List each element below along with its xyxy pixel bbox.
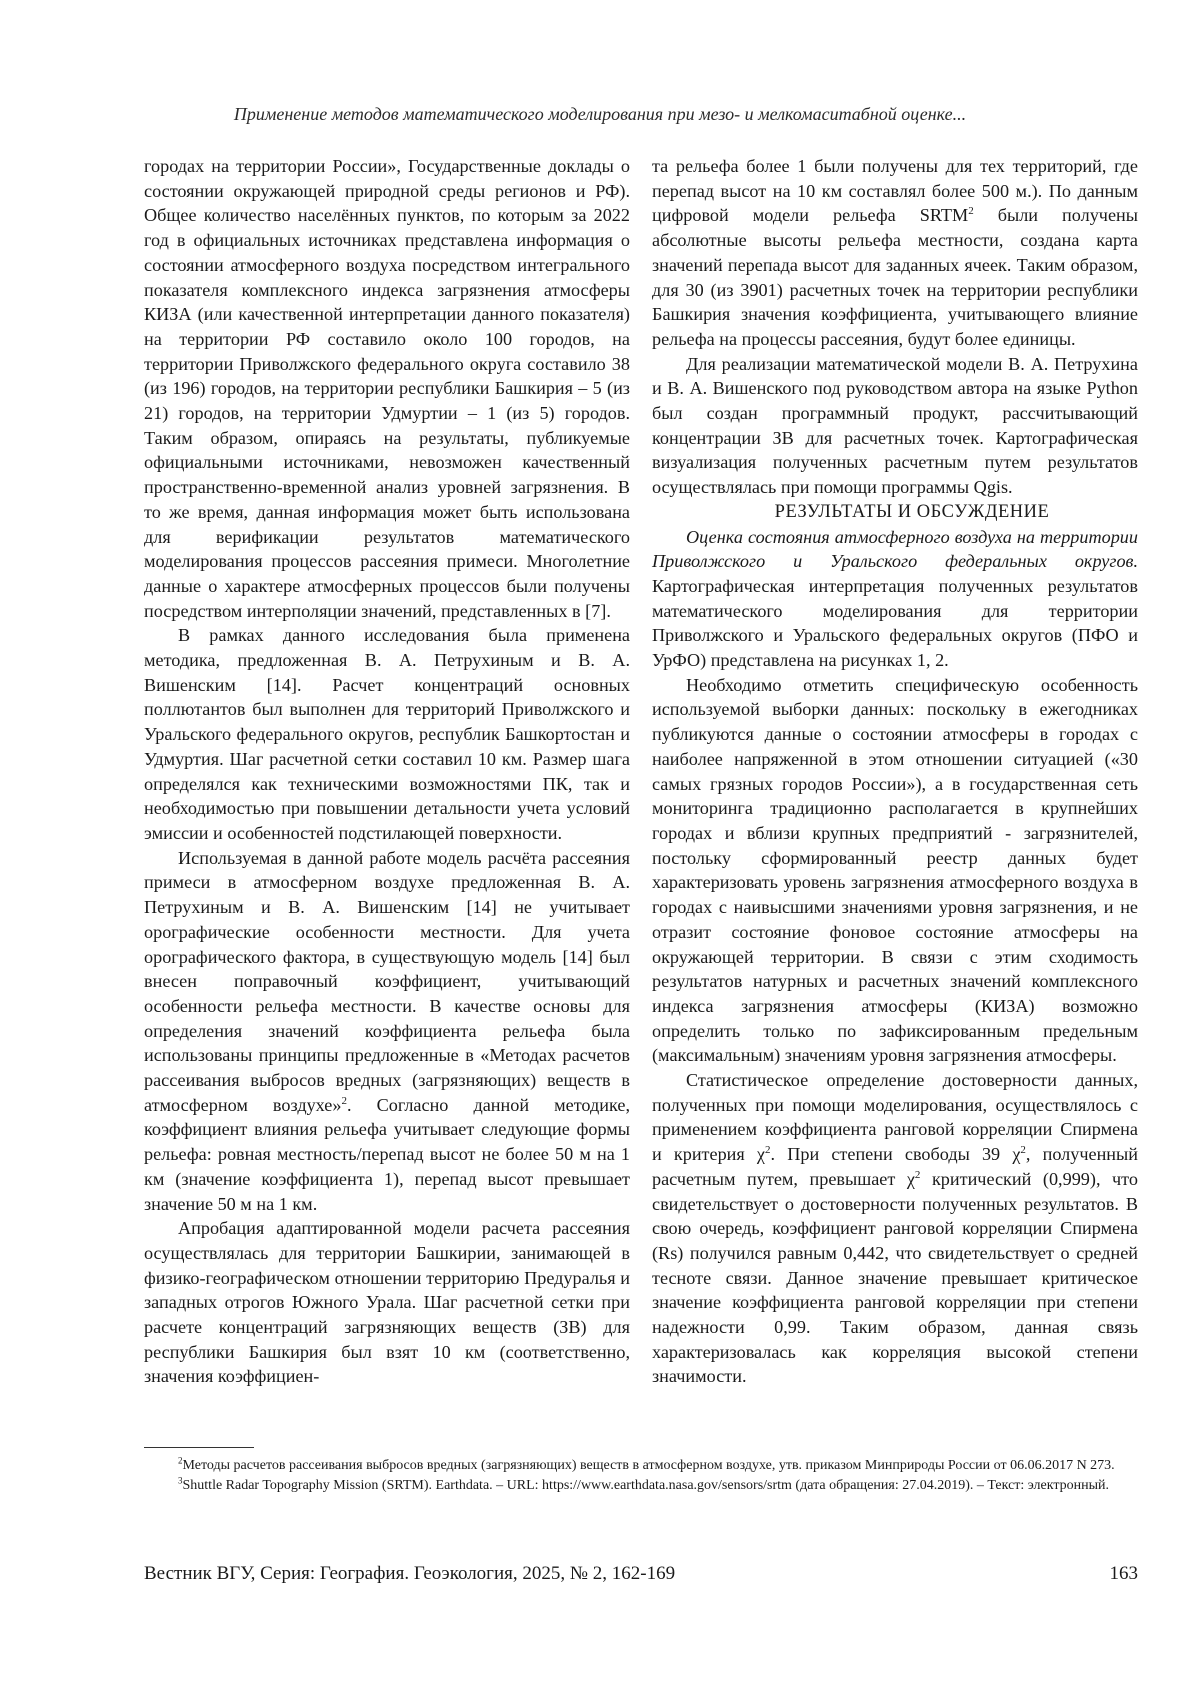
paragraph: [652, 525, 1138, 673]
page-number: 163: [1109, 1563, 1138, 1584]
footnote: [144, 1476, 1134, 1496]
paragraph: городах на территории России», Государственные доклады о состоянии окружающей природной среды регионов и РФ). Общее количество населённых пунктов, по которым за 2022 год в официальных источниках представлена информация о состоянии атмосферного воздуха посредством интегрального показателя комплексного индекса загрязнения атмосферы КИЗА (или качественной интерпретации данного показателя) на территории РФ составило около 100 городов, на территории Приволжского федерального округа составило 38 (из 196) городов, на территории республики Башкирия – 5 (из 21) городов, на территории Удмуртии – 1 (из 5) городов. Таким образом, опираясь на результаты, публикуемые официальными источниками, невозможен качественный пространственно-временной анализ уровней загрязнения. В то же время, данная информация может быть использована для верификации результатов математического моделирования процессов рассеяния примеси. Многолетние данные о характере атмосферных процессов были получены посредством интерполяции значений, представленных в [7].: [144, 156, 630, 621]
footnote: [144, 1456, 1134, 1476]
paragraph-text: Картографическая интерпретация полученных результатов математического моделирования для территории Приволжского и Уральского федеральных округов (ПФО и УрФО) представлена на рисунках 1, 2.: [652, 575, 1138, 671]
paragraph-text: Статистическое определение достоверности данных, полученных при помощи моделирования, осуществлялось с применением коэффициента ранговой корреляции Спирмена и критерия χ: [652, 1070, 1138, 1165]
paragraph-text: . При степени свободы 39 χ: [770, 1144, 1021, 1165]
footnote-ref[interactable]: 2: [968, 205, 974, 218]
paragraph: Апробация адаптированной модели расчета рассеяния осуществлялась для территории Башкирии, занимающей в физико-географическом отношении территорию Предуралья и западных отрогов Южного Урала. Шаг расчетной сетки при расчете концентраций загрязняющих веществ (ЗВ) для республики Башкирия был взят 10 км (соответственно, значения коэффициен-: [144, 1218, 630, 1387]
subsection-title: Оценка состояния атмосферного воздуха на территории Приволжского и Уральского федеральных округов.: [652, 526, 1138, 572]
paragraph-text: были получены абсолютные высоты рельефа местности, создана карта значений перепада высот для заданных ячеек. Таким образом, для 30 (из 3901) расчетных точек на территории республики Башкирия значения коэффициента, учитывающего влияние рельефа на процессы рассеяния, будут более единицы.: [652, 205, 1138, 349]
superscript: 2: [765, 1144, 771, 1157]
paragraph-text: та рельефа более 1 были получены для тех территорий, где перепад высот на 10 км составлял более 500 м.). По данным цифровой модели рельефа SRTM: [652, 156, 1138, 226]
right-column: [652, 154, 1138, 1389]
journal-citation: Вестник ВГУ, Серия: География. Геоэкология, 2025, № 2, 162-169: [144, 1563, 676, 1584]
paragraph-text: . Согласно данной методике, коэффициент влияния рельефа учитывает следующие формы рельефа: ровная местность/перепад высот не более 50 м на 1 км (значение коэффициента 1), перепад высот превышает значение 50 м на 1 км.: [144, 1094, 630, 1214]
footnote-ref[interactable]: 2: [341, 1094, 347, 1107]
paragraph: [652, 154, 1138, 352]
footnote-divider: [144, 1447, 254, 1448]
superscript: 2: [1020, 1144, 1026, 1157]
paragraph-text: , полученный расчетным путем, превышает χ: [652, 1144, 1138, 1189]
superscript: 2: [914, 1168, 921, 1181]
left-column: [144, 154, 630, 1389]
paragraph: [652, 1068, 1138, 1389]
footnote-mark: 2: [178, 1455, 183, 1466]
paragraph: [144, 846, 630, 1217]
paragraph-text: Используемая в данной работе модель расчёта рассеяния примеси в атмосферном воздухе предложенная В. А. Петрухиным и В. А. Вишенским [14] не учитывает орографические особенности местности. Для учета орографического фактора, в существующую модель [14] был внесен поправочный коэффициент, учитывающий особенности рельефа местности. В качестве основы для определения значений коэффициента рельефа была использованы принципы предложенные в «Методах расчетов рассеивания выбросов вредных (загрязняющих) веществ в атмосферном воздухе»: [144, 847, 630, 1115]
footnotes: [144, 1456, 1134, 1496]
running-header: Применение методов математического моделирования при мезо- и мелкомаситабной оценке...: [233, 104, 967, 124]
section-heading: РЕЗУЛЬТАТЫ И ОБСУЖДЕНИЕ: [774, 501, 1050, 522]
paragraph: Необходимо отметить специфическую особенность используемой выборки данных: поскольку в ежегодниках публикуются данные о состоянии атмосферы в городах с наиболее напряженной в этом отношении ситуацией («30 самых грязных городов России»), а в государственная сеть мониторинга традиционно располагается в крупнейших городах и вблизи крупных предприятий - загрязнителей, постольку сформированный реестр данных будет характеризовать уровень загрязнения атмосферного воздуха в городах с наивысшими значениями уровня загрязнения, и не отразит состояние фоновое состояние атмосферы на окружающей территории. В связи с этим сходимость результатов натурных и расчетных значений комплексного индекса загрязнения атмосферы (КИЗА) возможно определить только по зафиксированным предельным (максимальным) значениям уровня загрязнения атмосферы.: [652, 674, 1138, 1066]
footnote-text: Методы расчетов рассеивания выбросов вредных (загрязняющих) веществ в атмосферном воздухе, утв. приказом Минприроды России от 06.06.2017 N 273.: [182, 1458, 1115, 1473]
footnote-text: Shuttle Radar Topography Mission (SRTM). Earthdata. – URL: https://www.earthdata.nasa.gov/sensors/srtm (дата обращения: 27.04.2019). – Текст: электронный.: [182, 1478, 1110, 1493]
paragraph: Для реализации математической модели В. А. Петрухина и В. А. Вишенского под руководством автора на языке Python был создан программный продукт, рассчитывающий концентрации ЗВ для расчетных точек. Картографическая визуализация полученных расчетным путем результатов осуществлялась при помощи программы Qgis.: [652, 353, 1138, 498]
paragraph-text: критический (0,999), что свидетельствует о достоверности полученных результатов. В свою очередь, коэффициент ранговой корреляции Спирмена (Rs) получился равным 0,442, что свидетельствует о средней тесноте связи. Данное значение превышает критическое значение коэффициента ранговой корреляции при степени надежности 0,99. Таким образом, данная связь характеризовалась как корреляция высокой степени значимости.: [652, 1168, 1138, 1387]
paragraph: В рамках данного исследования была применена методика, предложенная В. А. Петрухиным и В. А. Вишенским [14]. Расчет концентраций основных поллютантов был выполнен для территорий Приволжского и Уральского федерального округов, республик Башкортостан и Удмуртия. Шаг расчетной сетки составил 10 км. Размер шага определялся как техническими возможностями ПК, так и необходимостью при повышении детальности учета условий эмиссии и особенностей подстилающей поверхности.: [144, 625, 630, 843]
footnote-mark: 3: [178, 1475, 183, 1486]
